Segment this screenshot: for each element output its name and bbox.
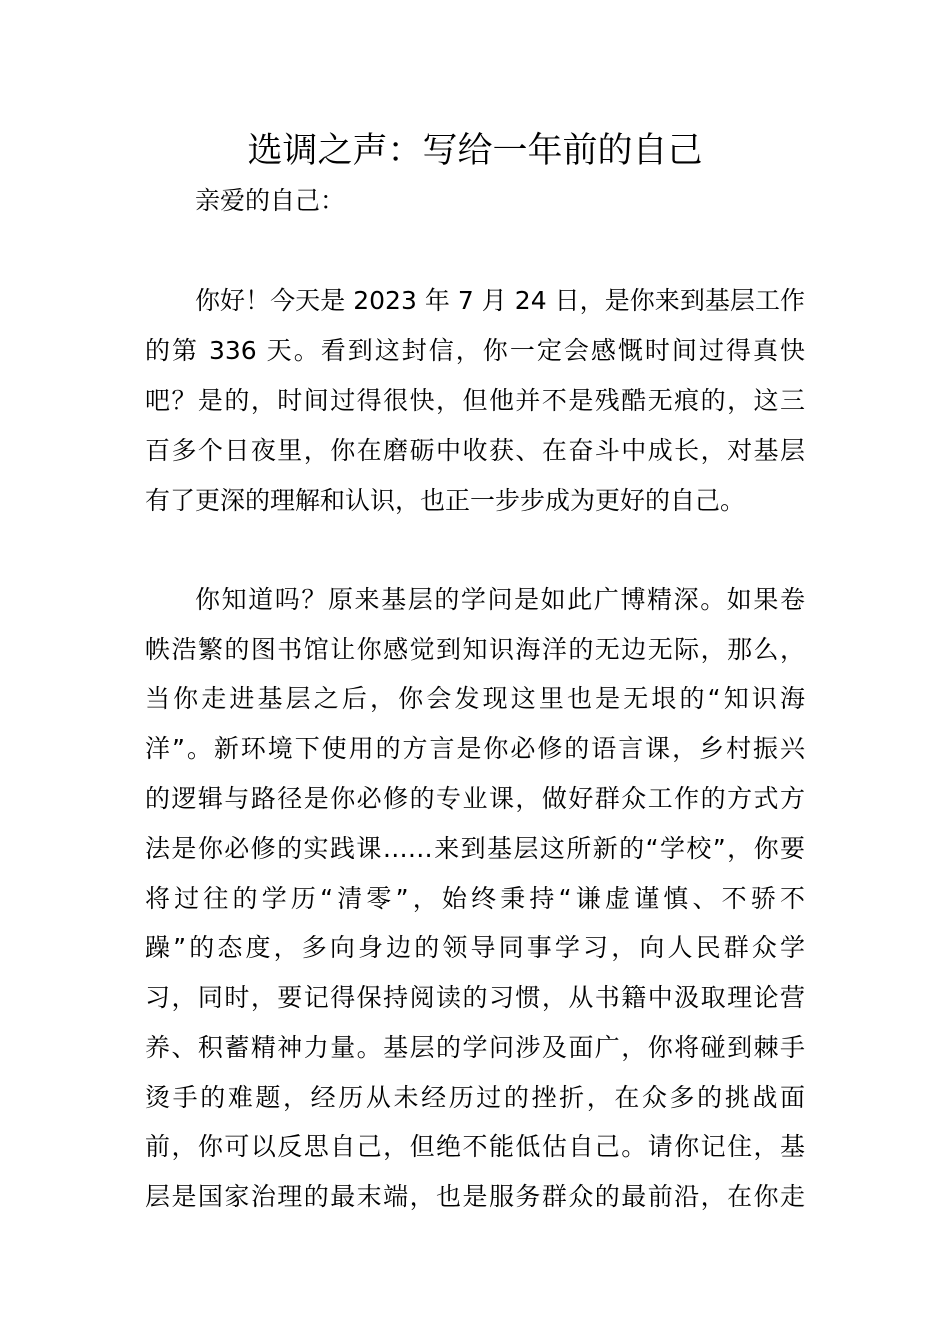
paragraph-line: 洋”。新环境下使用的方言是你必修的语言课，乡村振兴 bbox=[145, 734, 805, 763]
document-title: 选调之声：写给一年前的自己 bbox=[247, 131, 703, 171]
paragraph-line: 养、积蓄精神力量。基层的学问涉及面广，你将碰到棘手 bbox=[145, 1033, 805, 1062]
paragraph-line: 将过往的学历“清零”，始终秉持“谦虚谨慎、不骄不 bbox=[145, 884, 805, 913]
paragraph-line: 当你走进基层之后，你会发现这里也是无垠的“知识海 bbox=[145, 684, 805, 713]
paragraph-line: 你好！今天是 2023 年 7 月 24 日，是你来到基层工作 bbox=[195, 286, 805, 315]
paragraph-line: 帙浩繁的图书馆让你感觉到知识海洋的无边无际，那么， bbox=[145, 635, 805, 664]
paragraph-line: 百多个日夜里，你在磨砺中收获、在奋斗中成长，对基层 bbox=[145, 436, 805, 465]
paragraph-line: 习，同时，要记得保持阅读的习惯，从书籍中汲取理论营 bbox=[145, 983, 805, 1012]
paragraph-line: 烫手的难题，经历从未经历过的挫折，在众多的挑战面 bbox=[145, 1083, 805, 1112]
paragraph-line: 前，你可以反思自己，但绝不能低估自己。请你记住，基 bbox=[145, 1132, 805, 1161]
paragraph-line: 你知道吗？原来基层的学问是如此广博精深。如果卷 bbox=[195, 585, 805, 614]
paragraph-line: 的逻辑与路径是你必修的专业课，做好群众工作的方式方 bbox=[145, 784, 805, 813]
paragraph-line: 的第 336 天。看到这封信，你一定会感慨时间过得真快 bbox=[145, 336, 805, 365]
paragraph-line: 吧？是的，时间过得很快，但他并不是残酷无痕的，这三 bbox=[145, 386, 805, 415]
paragraph-line: 层是国家治理的最末端，也是服务群众的最前沿，在你走 bbox=[145, 1182, 805, 1211]
paragraph-line: 躁”的态度，多向身边的领导同事学习，向人民群众学 bbox=[145, 933, 805, 962]
paragraph-line: 法是你必修的实践课……来到基层这所新的“学校”，你要 bbox=[145, 834, 805, 863]
salutation: 亲爱的自己： bbox=[195, 186, 346, 215]
paragraph-line: 有了更深的理解和认识，也正一步步成为更好的自己。 bbox=[145, 486, 746, 515]
